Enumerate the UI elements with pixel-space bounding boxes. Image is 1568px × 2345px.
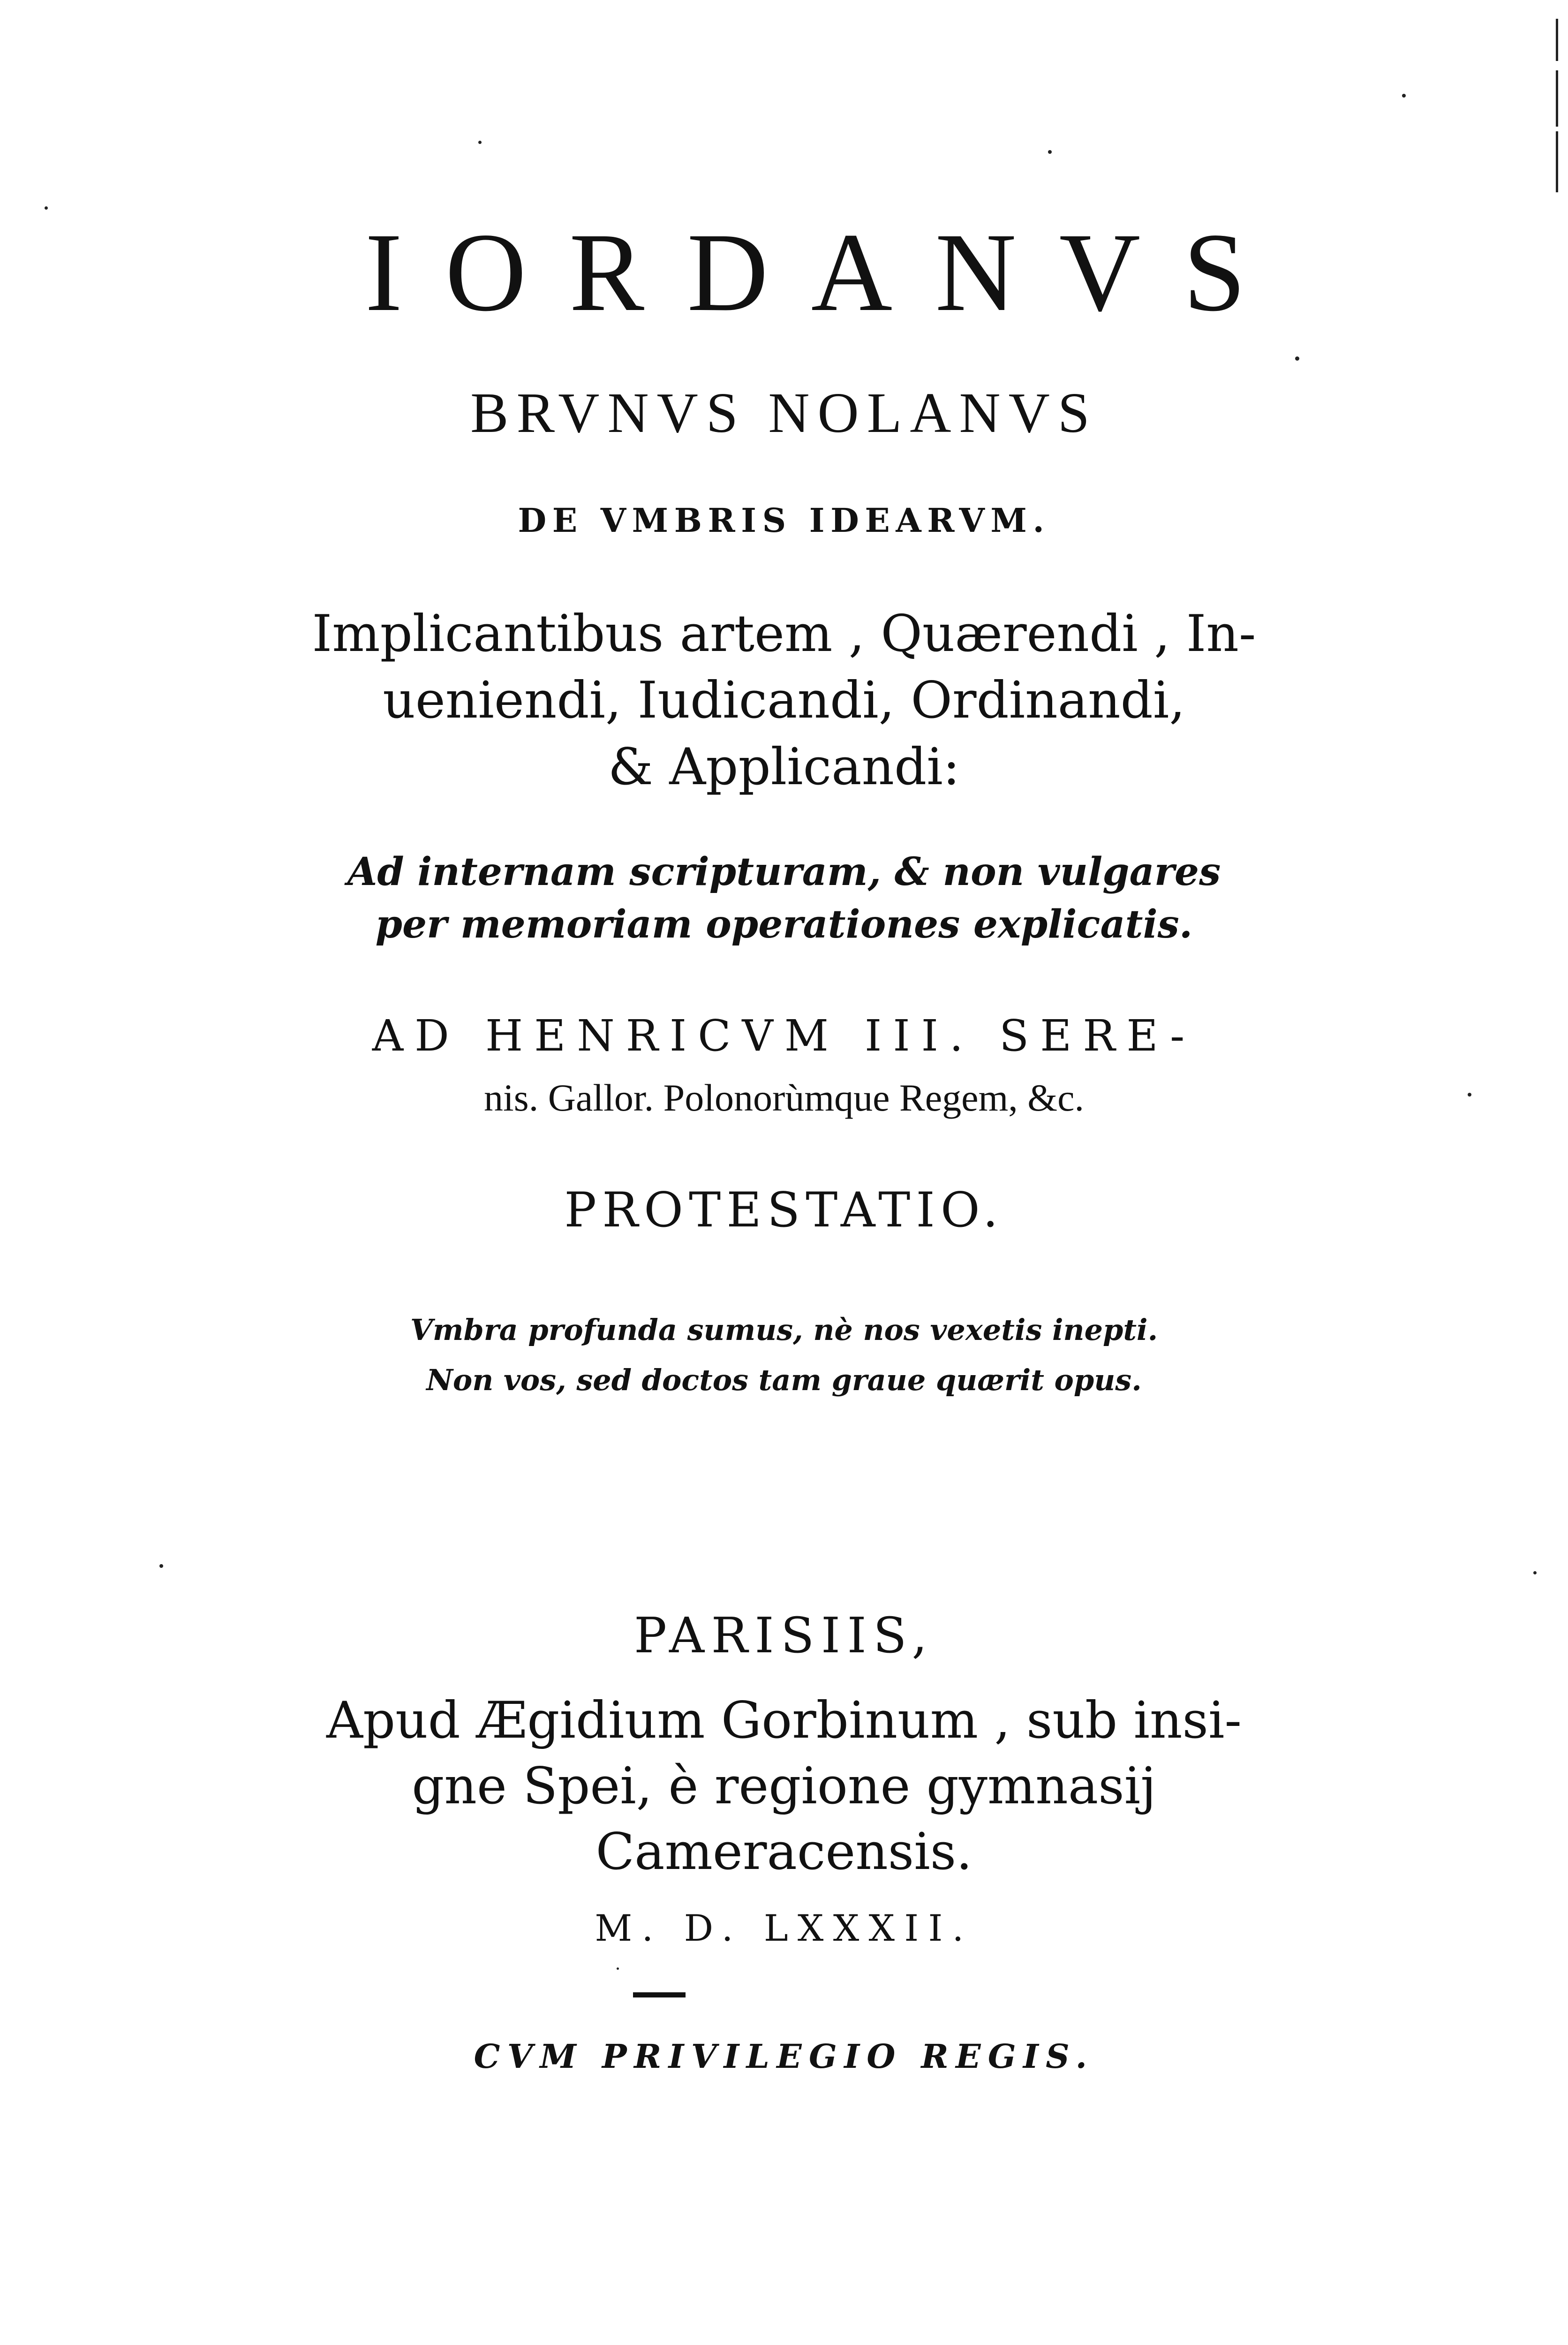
explanation-line: per memoriam operationes explicatis.: [375, 902, 1193, 947]
scan-speck: [1468, 1093, 1471, 1097]
scan-speck: [1295, 356, 1299, 361]
scan-speck: [1402, 94, 1406, 98]
scan-speck: [1533, 1571, 1537, 1574]
imprint-line: gne Spei, è regione gymnasij: [412, 1757, 1156, 1815]
subtitle-line: Implicantibus artem , Quærendi , In-: [312, 605, 1256, 663]
royal-privilege: CVM PRIVILEGIO REGIS.: [474, 2037, 1094, 2076]
scan-speck: [478, 141, 482, 144]
author-forename: IORDANVS: [365, 210, 1289, 334]
imprint-line: Cameracensis.: [596, 1823, 972, 1881]
page-edge-mark: [1556, 70, 1558, 127]
imprint-place: PARISIIS,: [634, 1607, 934, 1664]
dedication-line: AD HENRICVM III. SERE-: [372, 1011, 1196, 1061]
subtitle-line: ueniendi, Iudicandi, Ordinandi,: [383, 671, 1185, 730]
scan-speck: [45, 206, 48, 210]
motto-line: Vmbra profunda sumus, nè nos vexetis inepti.: [410, 1313, 1158, 1347]
divider-rule: [633, 1992, 686, 1997]
explanation-line: Ad internam scripturam, & non vulgares: [347, 849, 1221, 894]
work-title: DE VMBRIS IDEARVM.: [518, 501, 1050, 540]
page-edge-mark: [1556, 131, 1558, 192]
page-edge-mark: [1556, 19, 1558, 61]
protestatio-heading: PROTESTATIO.: [564, 1182, 1004, 1238]
imprint-line: Apud Ægidium Gorbinum , sub insi-: [326, 1691, 1242, 1750]
scan-speck: [1048, 150, 1052, 154]
scan-speck: [617, 1967, 619, 1970]
subtitle-line: & Applicandi:: [608, 738, 960, 796]
motto-line: Non vos, sed doctos tam graue quærit opus.: [426, 1363, 1142, 1397]
imprint-date: M. D. LXXXII.: [595, 1907, 973, 1950]
author-name: BRVNVS NOLANVS: [470, 381, 1098, 445]
dedication-line: nis. Gallor. Polonorùmque Regem, &c.: [484, 1076, 1084, 1119]
scan-speck: [159, 1564, 163, 1568]
